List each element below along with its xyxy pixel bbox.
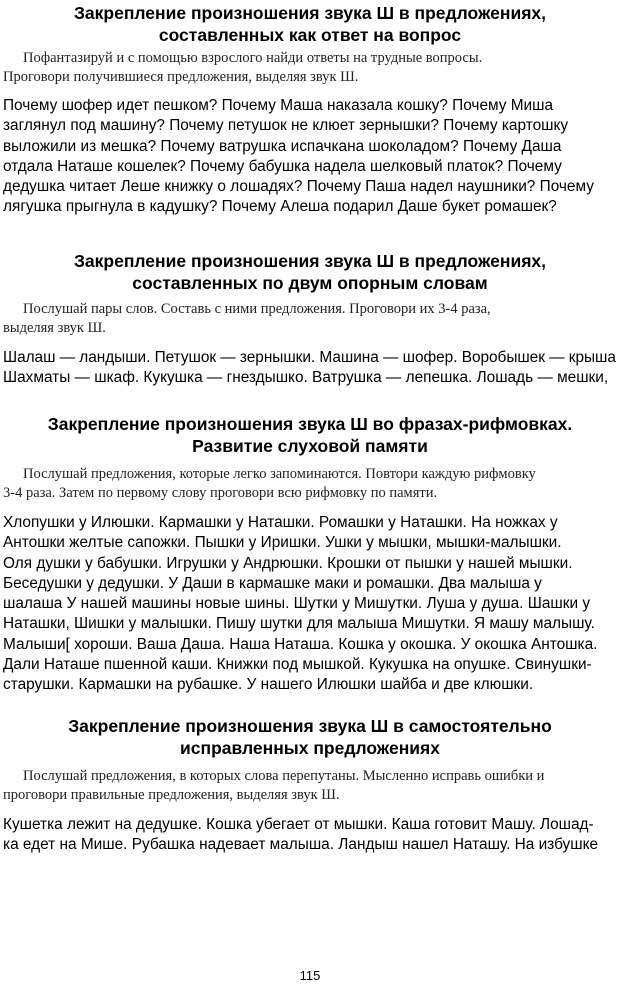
section-body xyxy=(0,96,620,218)
section-heading xyxy=(0,715,620,759)
instruction-line: Пофантазируй и с помощью взрослого найди ответы на трудные вопросы. xyxy=(23,50,483,66)
body-line: ка едет на Мише. Рубашка надевает малыша. Ландыш нашел Наташу. На избушке xyxy=(3,836,599,854)
body-line: Кушетка лежит на дедушке. Кошка убегает от мышки. Каша готовит Машу. Лошад- xyxy=(3,816,594,833)
section-body xyxy=(0,513,620,696)
body-line: лягушка прыгнула в кадушку? Почему Алеша подарил Даше букет ромашек? xyxy=(3,198,557,216)
instruction-line: проговори правильные предложения, выделяя звук Ш. xyxy=(3,787,340,803)
body-line: Почему шофер идет пешком? Почему Маша наказала кошку? Почему Миша xyxy=(3,97,554,114)
body-line: Оля душки у бабушки. Игрушки у Андрюшки. Крошки от пышки у нашей мышки. xyxy=(3,554,573,572)
body-line: Дали Наташе пшенной каши. Книжки под мышкой. Кукушка на опушке. Свинушки- xyxy=(3,656,592,674)
instruction-line: Послушай предложения, которые легко запоминаются. Повтори каждую рифмовку xyxy=(23,466,536,482)
section-instruction xyxy=(0,49,620,87)
section-heading xyxy=(0,413,620,457)
instruction-line: Послушай пары слов. Составь с ними предложения. Проговори их 3-4 раза, xyxy=(23,301,491,317)
body-line: Шахматы — шкаф. Кукушка — гнездышко. Ватрушка — лепешка. Лошадь — мешки, xyxy=(3,369,609,387)
section-corrected-sentences xyxy=(0,715,620,856)
section-body xyxy=(0,348,620,389)
heading-line: Закрепление произношения звука Ш в предложениях, xyxy=(73,251,547,271)
heading-line: Закрепление произношения звука Ш в самостоятельно xyxy=(68,716,552,736)
heading-line: составленных по двум опорным словам xyxy=(132,273,488,293)
section-answer-questions xyxy=(0,2,620,218)
section-two-support-words xyxy=(0,250,620,389)
instruction-line: 3-4 раза. Затем по первому слову проговори всю рифмовку по памяти. xyxy=(3,485,438,501)
section-heading xyxy=(0,250,620,294)
body-line: Беседушки у дедушки. У Даши в кармашке маки и ромашки. Два малыша у xyxy=(3,574,542,592)
section-instruction xyxy=(0,767,620,805)
body-line: Наташки, Шишки у малышки. Пишу шутки для малыша Мишутки. Я машу малышу. xyxy=(3,615,595,633)
section-instruction xyxy=(0,300,620,338)
instruction-line: Проговори получившиеся предложения, выделяя звук Ш. xyxy=(3,69,359,85)
body-line: заглянул под машину? Почему петушок не клюет зернышки? Почему картошку xyxy=(3,117,569,135)
body-line: Малыши[ хороши. Ваша Даша. Наша Наташа. Кошка у окошка. У окошка Антошка. xyxy=(3,635,598,653)
body-line: выложили из мешка? Почему ватрушка испачкана шоколадом? Почему Даша xyxy=(3,137,562,155)
body-line: Хлопушки у Илюшки. Кармашки у Наташки. Ромашки у Наташки. На ножках у xyxy=(3,514,558,531)
heading-line: Закрепление произношения звука Ш во фразах-рифмовках. xyxy=(47,414,573,434)
page-number: 115 xyxy=(299,968,321,983)
section-heading xyxy=(0,2,620,46)
body-line: Антошки желтые сапожки. Пышки у Иришки. Ушки у мышки, мышки-малышки. xyxy=(3,534,562,552)
body-line: старушки. Кармашки на рубашке. У нашего Илюшки шайба и две клюшки. xyxy=(3,676,534,694)
section-instruction xyxy=(0,465,620,503)
body-line: отдала Наташе кошелек? Почему бабушка надела шелковый платок? Почему xyxy=(3,157,562,175)
instruction-line: выделяя звук Ш. xyxy=(3,320,106,336)
heading-line: исправленных предложениях xyxy=(180,738,440,758)
heading-line: Закрепление произношения звука Ш в предложениях, xyxy=(73,3,547,23)
body-line: Шалаш — ландыши. Петушок — зернышки. Машина — шофер. Воробышек — крыша xyxy=(3,349,616,366)
body-line: шалаша У нашей машины новые шины. Шутки у Мишутки. Луша у душа. Шашки у xyxy=(3,595,591,613)
heading-line: составленных как ответ на вопрос xyxy=(158,25,462,45)
instruction-line: Послушай предложения, в которых слова перепутаны. Мысленно исправь ошибки и xyxy=(23,768,545,784)
heading-line: Развитие слуховой памяти xyxy=(192,436,428,456)
body-line: дедушка читает Леше книжку о лошадях? Почему Паша надел наушники? Почему xyxy=(3,178,594,196)
section-rhymes xyxy=(0,413,620,696)
section-body xyxy=(0,815,620,856)
